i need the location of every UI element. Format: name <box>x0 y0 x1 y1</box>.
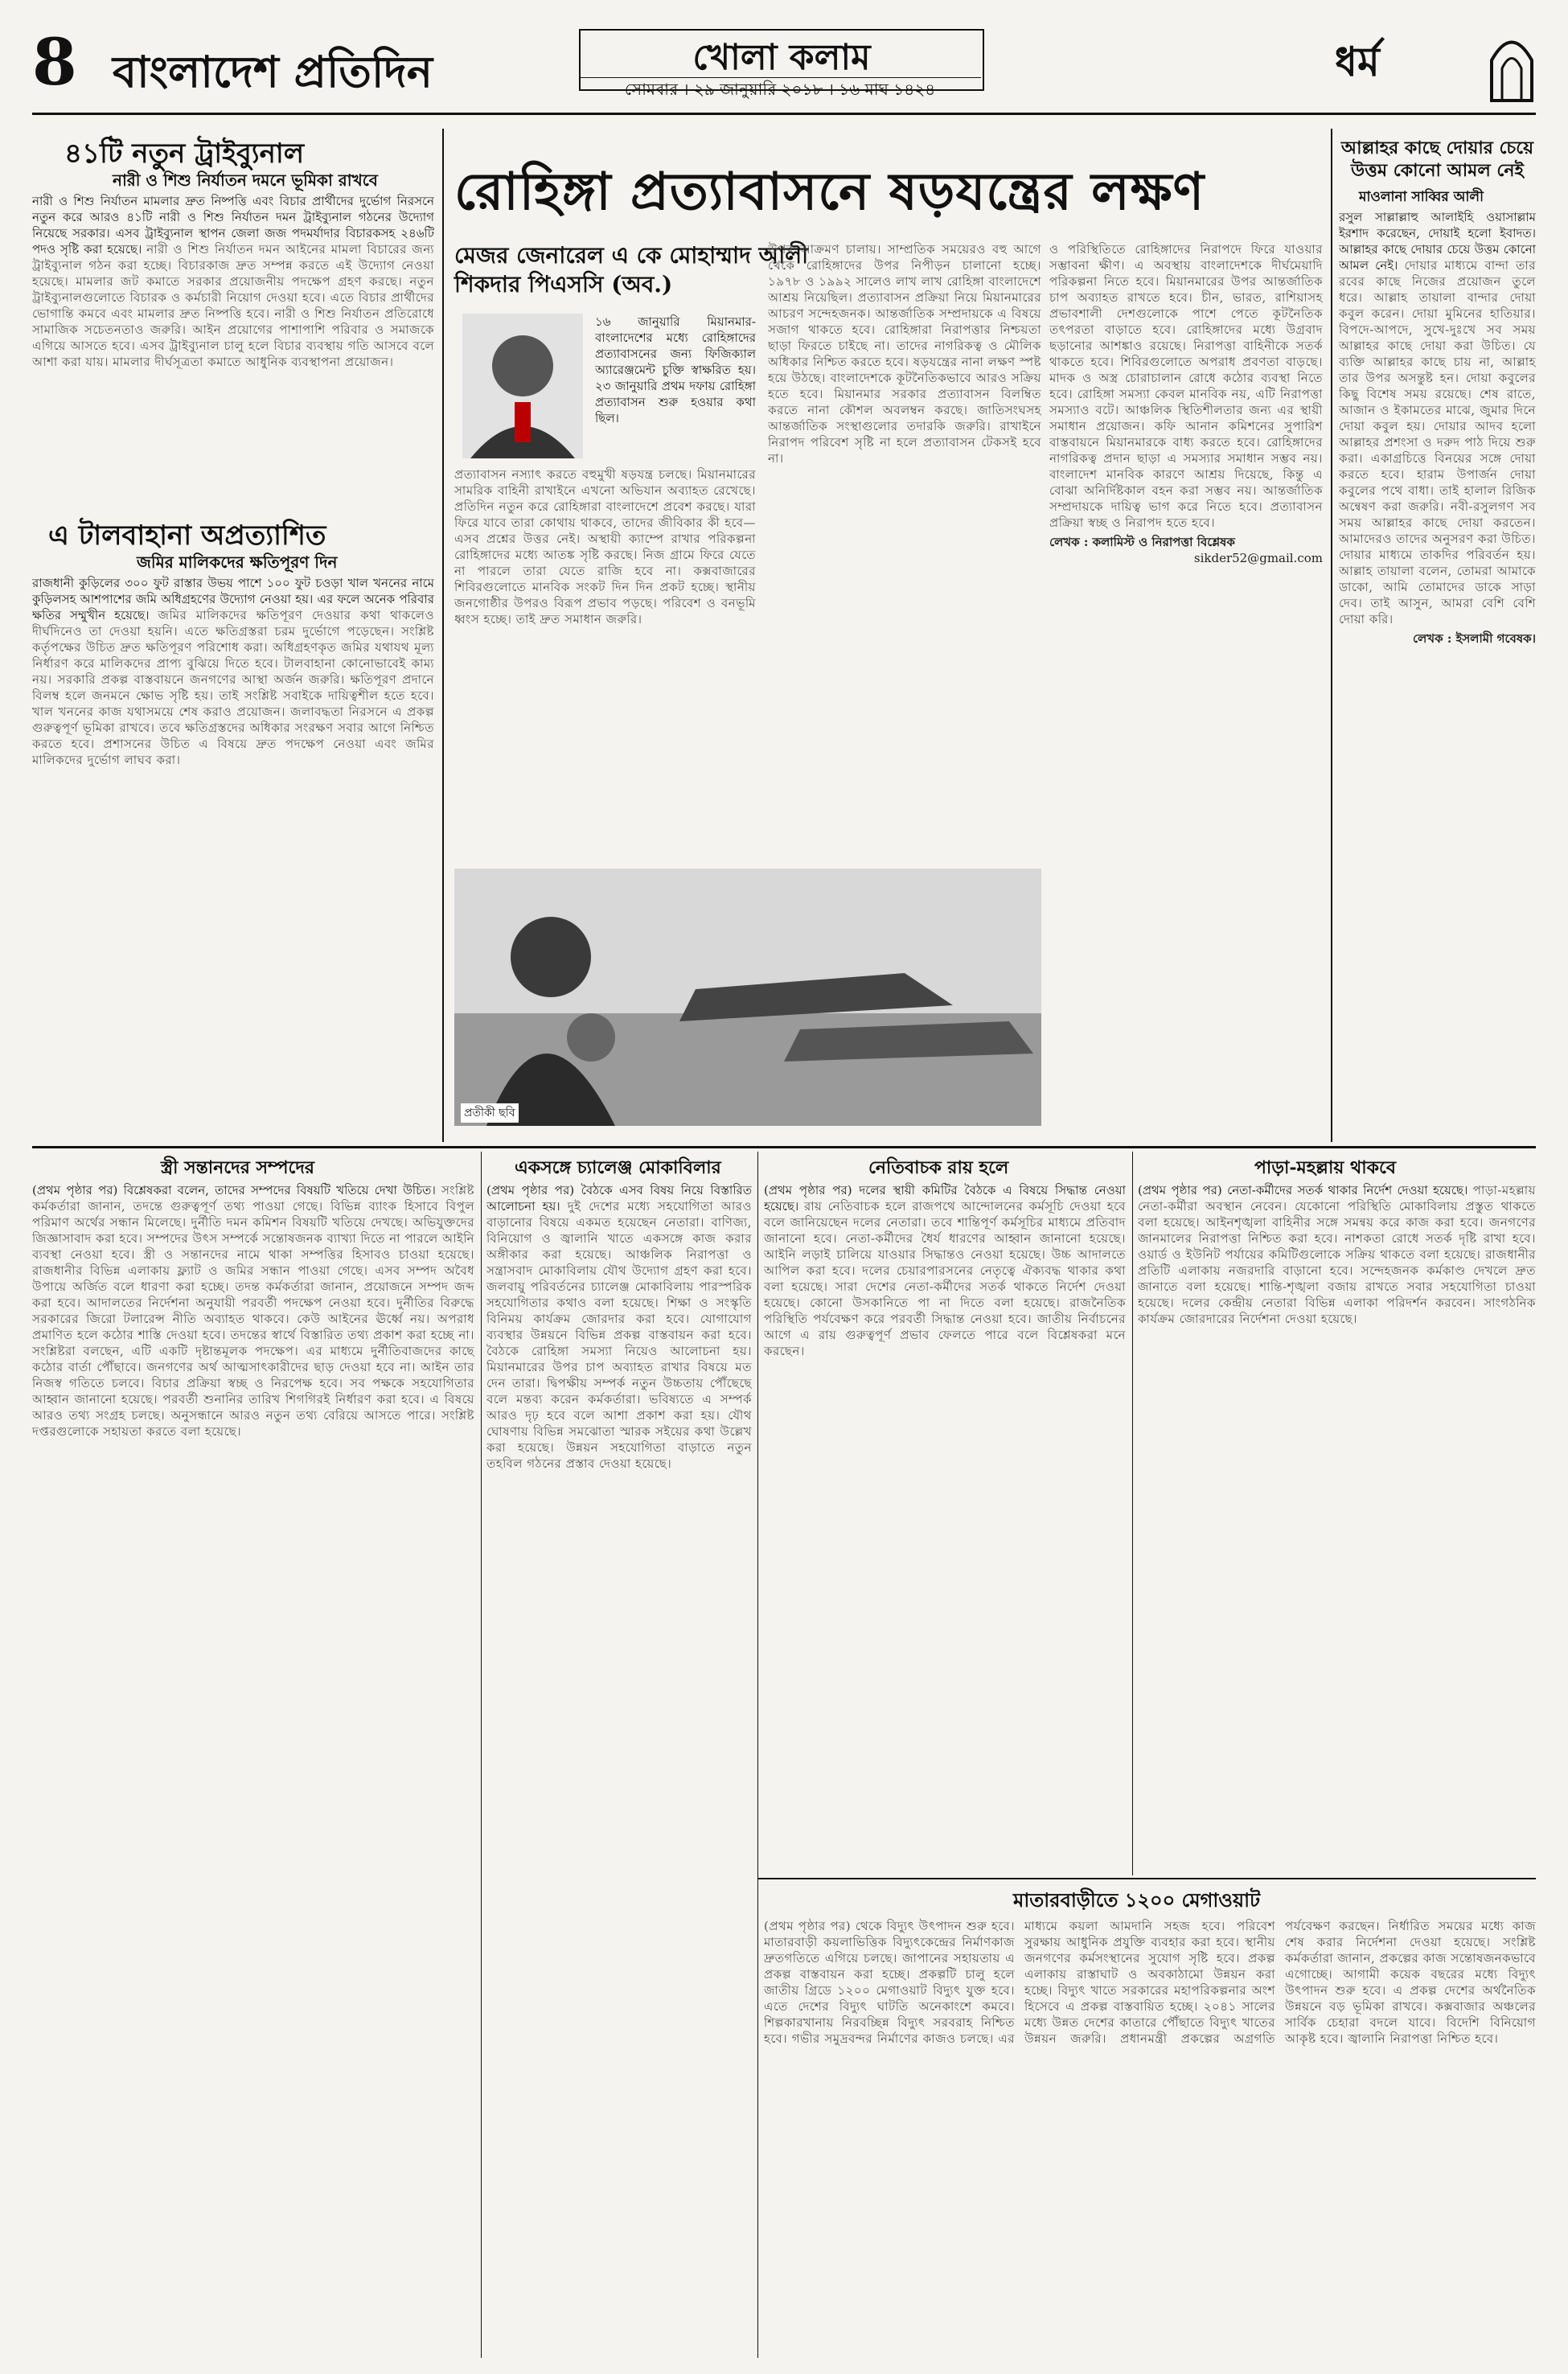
page-number: 8 <box>32 24 77 100</box>
main-headline: রোহিঙ্গা প্রত্যাবাসনে ষড়যন্ত্রের লক্ষণ <box>454 162 1205 222</box>
bottom-rule-1 <box>481 1152 482 2358</box>
bottom-body-2: (প্রথম পৃষ্ঠার পর) বৈঠকে এসব বিষয় নিয়ে বিস্তারিত আলোচনা হয়। দুই দেশের মধ্যে সহযোগিতা আরও বাড়ানোর বিষয়ে একমত হয়েছেন নেতারা। বাণিজ্য, বিনিয়োগ ও জ্বালানি খাতে একসঙ্গে কাজ করার অঙ্গীকার করা হয়েছে। আঞ্চলিক নিরাপত্তা ও সন্ত্রাসবাদ মোকাবিলায় যৌথ উদ্যোগ গ্রহণ করা হবে। জলবায়ু পরিবর্তনের চ্যালেঞ্জ মোকাবিলায় পারস্পরিক সহযোগিতার কথাও বলা হয়েছে। শিক্ষা ও সংস্কৃতি বিনিময় কার্যক্রম জোরদার করা হবে। যোগাযোগ ব্যবস্থার উন্নয়নে বিভিন্ন প্রকল্প বাস্তবায়ন করা হবে। বৈঠকে রোহিঙ্গা সমস্যা নিয়েও আলোচনা হয়। মিয়ানমারের উপর চাপ অব্যাহত রাখার বিষয়ে মত দেন তারা। দ্বিপক্ষীয় সম্পর্ক নতুন উচ্চতায় পৌঁছেছে বলে মন্তব্য করেন কর্মকর্তারা। ভবিষ্যতে এ সম্পর্ক আরও দৃঢ় হবে বলে আশা প্রকাশ করা হয়। যৌথ ঘোষণায় বিভিন্ন সমঝোতা স্মারক সইয়ের কথা উল্লেখ করা হয়েছে। উন্নয়ন সহযোগিতা বাড়াতে নতুন তহবিল গঠনের প্রস্তাব দেওয়া হয়েছে। <box>486 1183 752 1471</box>
mosque-icon <box>1488 24 1536 105</box>
section-rule <box>32 1146 1536 1148</box>
right-byline: মাওলানা সাব্বির আলী <box>1359 189 1484 205</box>
photo-caption: প্রতীকী ছবি <box>461 1103 519 1123</box>
col1-subhead2: জমির মালিকদের ক্ষতিপূরণ দিন <box>137 552 338 572</box>
col1-headline1: ৪১টি নতুন ট্রাইব্যুনাল <box>64 138 305 170</box>
masthead <box>32 24 1536 115</box>
paper-name: বাংলাদেশ প্রতিদিন <box>113 46 433 97</box>
main-author-note: লেখক : কলামিস্ট ও নিরাপত্তা বিশ্লেষক <box>1049 535 1235 549</box>
section-title: খোলা কলাম <box>579 29 984 91</box>
bottom-rule-2 <box>757 1152 758 2358</box>
main-email: sikder52@gmail.com <box>1193 551 1323 565</box>
bottom-title-1: স্ত্রী সন্তানদের সম্পদের <box>161 1157 314 1178</box>
bottom-title-2: একসঙ্গে চ্যালেঞ্জ মোকাবিলার <box>515 1157 721 1178</box>
bottom-body-1: (প্রথম পৃষ্ঠার পর) বিশ্লেষকরা বলেন, তাদের সম্পদের বিষয়টি খতিয়ে দেখা উচিত। সংশ্লিষ্ট কর্মকর্তারা জানান, তদন্তে গুরুত্বপূর্ণ তথ্য পাওয়া গেছে। বিভিন্ন ব্যাংক হিসাবে বিপুল পরিমাণ অর্থের সন্ধান মিলেছে। দুর্নীতি দমন কমিশন বিষয়টি খতিয়ে দেখছে। অভিযুক্তদের জিজ্ঞাসাবাদ করা হবে। সম্পদের উৎস সম্পর্কে সন্তোষজনক ব্যাখ্যা দিতে না পারলে আইনি ব্যবস্থা নেওয়া হবে। স্ত্রী ও সন্তানদের নামে থাকা সম্পত্তির হিসাবও চাওয়া হয়েছে। রাজধানীর বিভিন্ন এলাকায় ফ্ল্যাট ও জমির সন্ধান পাওয়া গেছে। এসব সম্পদ অবৈধ উপায়ে অর্জিত বলে ধারণা করা হচ্ছে। তদন্ত কর্মকর্তারা জানান, প্রয়োজনে সম্পদ জব্দ করা হবে। আদালতের নির্দেশনা অনুযায়ী পরবর্তী পদক্ষেপ নেওয়া হবে। দুর্নীতির বিরুদ্ধে সরকারের জিরো টলারেন্স নীতি অব্যাহত থাকবে। কেউ আইনের ঊর্ধ্বে নয়। অপরাধ প্রমাণিত হলে কঠোর শাস্তি দেওয়া হবে। তদন্তের স্বার্থে বিস্তারিত তথ্য প্রকাশ করা হচ্ছে না। সংশ্লিষ্টরা বলছেন, এটি একটি দৃষ্টান্তমূলক পদক্ষেপ। এর মাধ্যমে দুর্নীতিবাজদের কাছে কঠোর বার্তা পৌঁছাবে। জনগণের অর্থ আত্মসাৎকারীদের ছাড় দেওয়া হবে না। আইন তার নিজস্ব গতিতে চলবে। বিচার প্রক্রিয়া স্বচ্ছ ও নিরপেক্ষ হবে। সব পক্ষকে সহযোগিতার আহ্বান জানানো হয়েছে। পরবর্তী শুনানির তারিখ শিগগিরই নির্ধারণ করা হবে। এ বিষয়ে আরও তথ্য সংগ্রহ চলছে। অনুসন্ধানে আরও নতুন তথ্য বেরিয়ে আসতে পারে। সংশ্লিষ্ট দপ্তরগুলোকে সহায়তা করতে বলা হয়েছে। <box>32 1183 474 1439</box>
column-rule-right <box>1331 129 1332 1142</box>
column-rule <box>442 129 444 1142</box>
author-photo <box>462 314 583 458</box>
bottom-title-4: পাড়া-মহল্লায় থাকবে <box>1254 1157 1397 1178</box>
main-body-right: উপর আক্রমণ চালায়। সাম্প্রতিক সময়েরও বহু আগে থেকে রোহিঙ্গাদের উপর নিপীড়ন চালানো হচ্ছে। ১৯৭৮ ও ১৯৯২ সালেও লাখ লাখ রোহিঙ্গা বাংলাদেশে আশ্রয় নিয়েছিল। প্রত্যাবাসন প্রক্রিয়া নিয়ে মিয়ানমারের আচরণ সন্দেহজনক। আন্তর্জাতিক সম্প্রদায়কে এ বিষয়ে সজাগ থাকতে হবে। রোহিঙ্গারা নিরাপত্তার নিশ্চয়তা ছাড়া ফিরতে চাইছে না। তাদের নাগরিকত্ব ও মৌলিক অধিকার নিশ্চিত করতে হবে। ষড়যন্ত্রের নানা লক্ষণ স্পষ্ট হয়ে উঠছে। বাংলাদেশকে কূটনৈতিকভাবে আরও সক্রিয় হতে হবে। মিয়ানমার সরকার প্রত্যাবাসন বিলম্বিত করতে নানা কৌশল অবলম্বন করছে। জাতিসংঘসহ আন্তর্জাতিক সংস্থাগুলোর তদারকি জরুরি। রাখাইনে নিরাপদ পরিবেশ সৃষ্টি না হলে প্রত্যাবাসন টেকসই হবে না। <box>768 242 1041 466</box>
right-body: রসুল সাল্লাল্লাহু আলাইহি ওয়াসাল্লাম ইরশাদ করেছেন, দোয়াই হলো ইবাদত। আল্লাহর কাছে দোয়ার চেয়ে উত্তম কোনো আমল নেই। দোয়ার মাধ্যমে বান্দা তার রবের কাছে নিজের প্রয়োজন তুলে ধরে। আল্লাহ তায়ালা বান্দার দোয়া কবুল করেন। দোয়া মুমিনের হাতিয়ার। বিপদে-আপদে, সুখে-দুঃখে সব সময় আল্লাহর কাছে দোয়া করা উচিত। যে ব্যক্তি আল্লাহর কাছে চায় না, আল্লাহ তার উপর অসন্তুষ্ট হন। দোয়া কবুলের কিছু বিশেষ সময় রয়েছে। শেষ রাতে, আজান ও ইকামতের মাঝে, জুমার দিনে দোয়া কবুল হয়। দোয়ার আদব হলো আল্লাহর প্রশংসা ও দরুদ পাঠ দিয়ে শুরু করা। একাগ্রচিত্তে বিনয়ের সঙ্গে দোয়া করতে হবে। হারাম উপার্জন দোয়া কবুলের পথে বাধা। তাই হালাল রিজিক অন্বেষণ করা জরুরি। নবী-রসুলগণ সব সময় আল্লাহর কাছে দোয়া করতেন। আমাদেরও তাদের অনুসরণ করা উচিত। দোয়ার মাধ্যমে তাকদির পরিবর্তন হয়। আল্লাহ তায়ালা বলেন, তোমরা আমাকে ডাকো, আমি তোমাদের ডাকে সাড়া দেব। তাই আসুন, আমরা বেশি বেশি দোয়া করি। লেখক : ইসলামী গবেষক। <box>1339 210 1536 646</box>
main-body-left: ১৬ জানুয়ারি মিয়ানমার-বাংলাদেশের মধ্যে রোহিঙ্গাদের প্রত্যাবাসনের জন্য ফিজিক্যাল অ্যারেঞ্জমেন্ট চুক্তি স্বাক্ষরিত হয়। ২৩ জানুয়ারি প্রথম দফায় রোহিঙ্গা প্রত্যাবাসন শুরু হওয়ার কথা ছিল। <box>595 314 756 425</box>
col1-headline2: এ টালবাহানা অপ্রত্যাশিত <box>48 520 326 552</box>
sub-headline: মাতারবাড়ীতে ১২০০ মেগাওয়াট <box>1013 1888 1261 1912</box>
bottom-title-3: নেতিবাচক রায় হলে <box>868 1157 1009 1178</box>
right-headline: আল্লাহর কাছে দোয়ার চেয়ে উত্তম কোনো আমল নেই <box>1340 138 1534 181</box>
date-line: সোমবার । ২৯ জানুয়ারি ২০১৮ । ১৬ মাঘ ১৪২৪ <box>579 77 981 105</box>
col1-body1: নারী ও শিশু নির্যাতন মামলার দ্রুত নিষ্পত্তি এবং বিচার প্রার্থীদের দুর্ভোগ নিরসনে নতুন করে আরও ৪১টি নারী ও শিশু নির্যাতন দমন ট্রাইব্যুনাল গঠনের উদ্যোগ নিয়েছে সরকার। এসব ট্রাইব্যুনাল স্থাপন জেলা জজ পদমর্যাদার বিচারকসহ ২৪৬টি পদও সৃষ্টি করা হয়েছে। নারী ও শিশু নির্যাতন দমন আইনের মামলা বিচারের জন্য ট্রাইব্যুনাল গঠন করা হচ্ছে। বিচারকাজ দ্রুত সম্পন্ন করতে এই উদ্যোগ নেওয়া হয়েছে। মামলার জট কমাতে সরকার প্রয়োজনীয় পদক্ষেপ গ্রহণ করছে। নতুন ট্রাইব্যুনালগুলোতে বিচারক ও কর্মচারী নিয়োগ দেওয়া হবে। এতে বিচার প্রার্থীদের ভোগান্তি কমবে এবং মামলার দ্রুত নিষ্পত্তি হবে। নারী ও শিশু নির্যাতন প্রতিরোধে সামাজিক সচেতনতাও জরুরি। আইন প্রয়োগের পাশাপাশি পরিবার ও সমাজকে এগিয়ে আসতে হবে। এসব ট্রাইব্যুনাল চালু হলে বিচার ব্যবস্থায় গতি আসবে বলে আশা করা যায়। মামলার দীর্ঘসূত্রতা কমাতে আধুনিক ব্যবস্থাপনা প্রয়োজন। <box>32 194 434 369</box>
bottom-body-4: (প্রথম পৃষ্ঠার পর) নেতা-কর্মীদের সতর্ক থাকার নির্দেশ দেওয়া হয়েছে। পাড়া-মহল্লায় নেতা-কর্মীরা অবস্থান নেবেন। যেকোনো পরিস্থিতি মোকাবিলায় প্রস্তুত থাকতে বলা হয়েছে। আইনশৃঙ্খলা বাহিনীর সঙ্গে সমন্বয় করে কাজ করা হবে। জনগণের জানমালের নিরাপত্তা নিশ্চিত করা হবে। নাশকতা রোধে সতর্ক দৃষ্টি রাখা হবে। ওয়ার্ড ও ইউনিট পর্যায়ের কমিটিগুলোকে সক্রিয় থাকতে বলা হয়েছে। রাজধানীর প্রতিটি এলাকায় নজরদারি বাড়ানো হবে। সন্দেহজনক কর্মকাণ্ড দেখলে দ্রুত জানাতে বলা হয়েছে। শান্তি-শৃঙ্খলা বজায় রাখতে সবার সহযোগিতা চাওয়া হয়েছে। দলের কেন্দ্রীয় নেতারা বিভিন্ন এলাকা পরিদর্শন করবেন। সাংগঠনিক কার্যক্রম জোরদারের নির্দেশনা দেওয়া হয়েছে। <box>1138 1183 1536 1326</box>
bottom-body-3: (প্রথম পৃষ্ঠার পর) দলের স্থায়ী কমিটির বৈঠকে এ বিষয়ে সিদ্ধান্ত নেওয়া হয়েছে। রায় নেতিবাচক হলে রাজপথে আন্দোলনের কর্মসূচি দেওয়া হবে বলে জানিয়েছেন দলের নেতারা। তবে শান্তিপূর্ণ কর্মসূচির মাধ্যমে প্রতিবাদ জানানো হবে। নেতা-কর্মীদের ধৈর্য ধারণের আহ্বান জানানো হয়েছে। আইনি লড়াই চালিয়ে যাওয়ার সিদ্ধান্তও নেওয়া হয়েছে। উচ্চ আদালতে আপিল করা হবে। দলের চেয়ারপারসনের নেতৃত্বে ঐক্যবদ্ধ থাকার কথা বলা হয়েছে। সারা দেশের নেতা-কর্মীদের সতর্ক থাকতে নির্দেশ দেওয়া হয়েছে। কোনো উসকানিতে পা না দিতে বলা হয়েছে। রাজনৈতিক পরিস্থিতি পর্যবেক্ষণ করে পরবর্তী সিদ্ধান্ত নেওয়া হবে। জাতীয় নির্বাচনের আগে এ রায় গুরুত্বপূর্ণ প্রভাব ফেলতে পারে বলে বিশ্লেষকরা মনে করছেন। <box>764 1183 1126 1358</box>
right-author-note: লেখক : ইসলামী গবেষক। <box>1412 631 1536 646</box>
rohingya-photo <box>454 869 1041 1126</box>
col1-subhead1: নারী ও শিশু নির্যাতন দমনে ভূমিকা রাখবে <box>113 170 378 190</box>
main-body-lower-left: প্রত্যাবাসন নস্যাৎ করতে বহুমুখী ষড়যন্ত্র চলছে। মিয়ানমারের সামরিক বাহিনী রাখাইনে এখনো অভিযান অব্যাহত রেখেছে। প্রতিদিন নতুন করে রোহিঙ্গারা বাংলাদেশে প্রবেশ করছে। যারা ফিরে যাবে তারা কোথায় থাকবে, তাদের জীবিকার কী হবে—এসব প্রশ্নের উত্তর নেই। অস্থায়ী ক্যাম্পে রাখার পরিকল্পনা রোহিঙ্গাদের মধ্যে আতঙ্ক সৃষ্টি করছে। নিজ গ্রামে ফিরে যেতে না পারলে তারা যেতে রাজি হবে না। কক্সবাজারের শিবিরগুলোতে মানবিক সংকট দিন দিন প্রকট হচ্ছে। স্থানীয় জনগোষ্ঠীর উপরও বিরূপ প্রভাব পড়ছে। পরিবেশ ও বনভূমি ধ্বংস হচ্ছে। তাই দ্রুত সমাধান জরুরি। <box>454 467 756 626</box>
col1-body2: রাজধানী কুড়িলের ৩০০ ফুট রাস্তার উভয় পাশে ১০০ ফুট চওড়া খাল খননের নামে কুড়িলসহ আশপাশের জমি অধিগ্রহণের উদ্যোগ নেওয়া হয়। এর ফলে অনেক পরিবার ক্ষতির সম্মুখীন হয়েছে। জমির মালিকদের ক্ষতিপূরণ দেওয়ার কথা থাকলেও দীর্ঘদিনেও তা দেওয়া হয়নি। এতে ক্ষতিগ্রস্তরা চরম দুর্ভোগে পড়েছেন। সংশ্লিষ্ট কর্তৃপক্ষের উচিত দ্রুত ক্ষতিপূরণ পরিশোধ করা। অধিগ্রহণকৃত জমির যথাযথ মূল্য নির্ধারণ করে মালিকদের প্রাপ্য বুঝিয়ে দিতে হবে। টালবাহানা কোনোভাবেই কাম্য নয়। সরকারি প্রকল্প বাস্তবায়নে জনগণের আস্থা অর্জন জরুরি। ক্ষতিপূরণ প্রদানে বিলম্ব হলে জনমনে ক্ষোভ সৃষ্টি হয়। তাই সংশ্লিষ্ট সবাইকে দায়িত্বশীল হতে হবে। খাল খননের কাজ যথাসময়ে শেষ করাও প্রয়োজন। জলাবদ্ধতা নিরসনে এ প্রকল্প গুরুত্বপূর্ণ ভূমিকা রাখবে। তবে ক্ষতিগ্রস্তদের অধিকার সংরক্ষণ সবার আগে নিশ্চিত করতে হবে। প্রশাসনের উচিত এ বিষয়ে দ্রুত পদক্ষেপ নেওয়া এবং জমির মালিকদের দুর্ভোগ লাঘব করা। <box>32 576 434 767</box>
sub-rule <box>757 1878 1536 1879</box>
bottom-rule-3 <box>1132 1152 1133 1875</box>
main-byline: মেজর জেনারেল এ কে মোহাম্মাদ আলী শিকদার পিএসসি (অব.) <box>454 242 809 298</box>
category-label: ধর্ম <box>1335 38 1380 85</box>
main-body-lower-right: ও পরিস্থিতিতে রোহিঙ্গাদের নিরাপদে ফিরে যাওয়ার সম্ভাবনা ক্ষীণ। এ অবস্থায় বাংলাদেশকে দীর্ঘমেয়াদি পরিকল্পনা নিতে হবে। মিয়ানমারের উপর আন্তর্জাতিক চাপ অব্যাহত রাখতে হবে। চীন, ভারত, রাশিয়াসহ প্রভাবশালী দেশগুলোকে পাশে পেতে কূটনৈতিক তৎপরতা বাড়াতে হবে। রোহিঙ্গাদের মধ্যে উগ্রবাদ ছড়ানোর আশঙ্কাও রয়েছে। নিরাপত্তা বাহিনীকে সতর্ক থাকতে হবে। শিবিরগুলোতে অপরাধ প্রবণতা বাড়ছে। মাদক ও অস্ত্র চোরাচালান রোধে কঠোর ব্যবস্থা নিতে হবে। রোহিঙ্গা সমস্যা কেবল মানবিক নয়, এটি নিরাপত্তা সমস্যাও বটে। আঞ্চলিক স্থিতিশীলতার জন্য এর স্থায়ী সমাধান প্রয়োজন। কফি আনান কমিশনের সুপারিশ বাস্তবায়নে মিয়ানমারকে বাধ্য করতে হবে। রোহিঙ্গাদের নাগরিকত্ব প্রদান ছাড়া এ সমস্যার সমাধান সম্ভব নয়। বাংলাদেশ মানবিক কারণে আশ্রয় দিয়েছে, কিন্তু এ বোঝা অনির্দিষ্টকাল বহন করা সম্ভব নয়। আন্তর্জাতিক সম্প্রদায়কে দায়িত্ব ভাগ করে নিতে হবে। প্রত্যাবাসন প্রক্রিয়া স্বচ্ছ ও নিরাপদ হতে হবে। লেখক : কলামিস্ট ও নিরাপত্তা বিশ্লেষক sikder52@gmail.com <box>1049 242 1323 565</box>
sub-body: (প্রথম পৃষ্ঠার পর) থেকে বিদ্যুৎ উৎপাদন শুরু হবে। মাতারবাড়ী কয়লাভিত্তিক বিদ্যুৎকেন্দ্রের নির্মাণকাজ দ্রুতগতিতে এগিয়ে চলছে। জাপানের সহায়তায় এ প্রকল্প বাস্তবায়ন করা হচ্ছে। প্রকল্পটি চালু হলে জাতীয় গ্রিডে ১২০০ মেগাওয়াট বিদ্যুৎ যুক্ত হবে। এতে দেশের বিদ্যুৎ ঘাটতি অনেকাংশে কমবে। শিল্পকারখানায় নিরবচ্ছিন্ন বিদ্যুৎ সরবরাহ নিশ্চিত হবে। গভীর সমুদ্রবন্দর নির্মাণের কাজও চলছে। এর মাধ্যমে কয়লা আমদানি সহজ হবে। পরিবেশ সুরক্ষায় আধুনিক প্রযুক্তি ব্যবহার করা হবে। স্থানীয় জনগণের কর্মসংস্থানের সুযোগ সৃষ্টি হবে। প্রকল্প এলাকায় রাস্তাঘাট ও অবকাঠামো উন্নয়ন করা হচ্ছে। বিদ্যুৎ খাতে সরকারের মহাপরিকল্পনার অংশ হিসেবে এ প্রকল্প বাস্তবায়িত হচ্ছে। ২০৪১ সালের মধ্যে উন্নত দেশের কাতারে পৌঁছাতে বিদ্যুৎ খাতের উন্নয়ন জরুরি। প্রধানমন্ত্রী প্রকল্পের অগ্রগতি পর্যবেক্ষণ করছেন। নির্ধারিত সময়ের মধ্যে কাজ শেষ করার নির্দেশনা দেওয়া হয়েছে। সংশ্লিষ্ট কর্মকর্তারা জানান, প্রকল্পের কাজ সন্তোষজনকভাবে এগোচ্ছে। আগামী কয়েক বছরের মধ্যে বিদ্যুৎ উৎপাদন শুরু হবে। এ প্রকল্প দেশের অর্থনৈতিক উন্নয়নে বড় ভূমিকা রাখবে। কক্সবাজার অঞ্চলের সার্বিক চেহারা বদলে যাবে। বিদেশি বিনিয়োগ আকৃষ্ট হবে। জ্বালানি নিরাপত্তা নিশ্চিত হবে। <box>764 1919 1536 2046</box>
